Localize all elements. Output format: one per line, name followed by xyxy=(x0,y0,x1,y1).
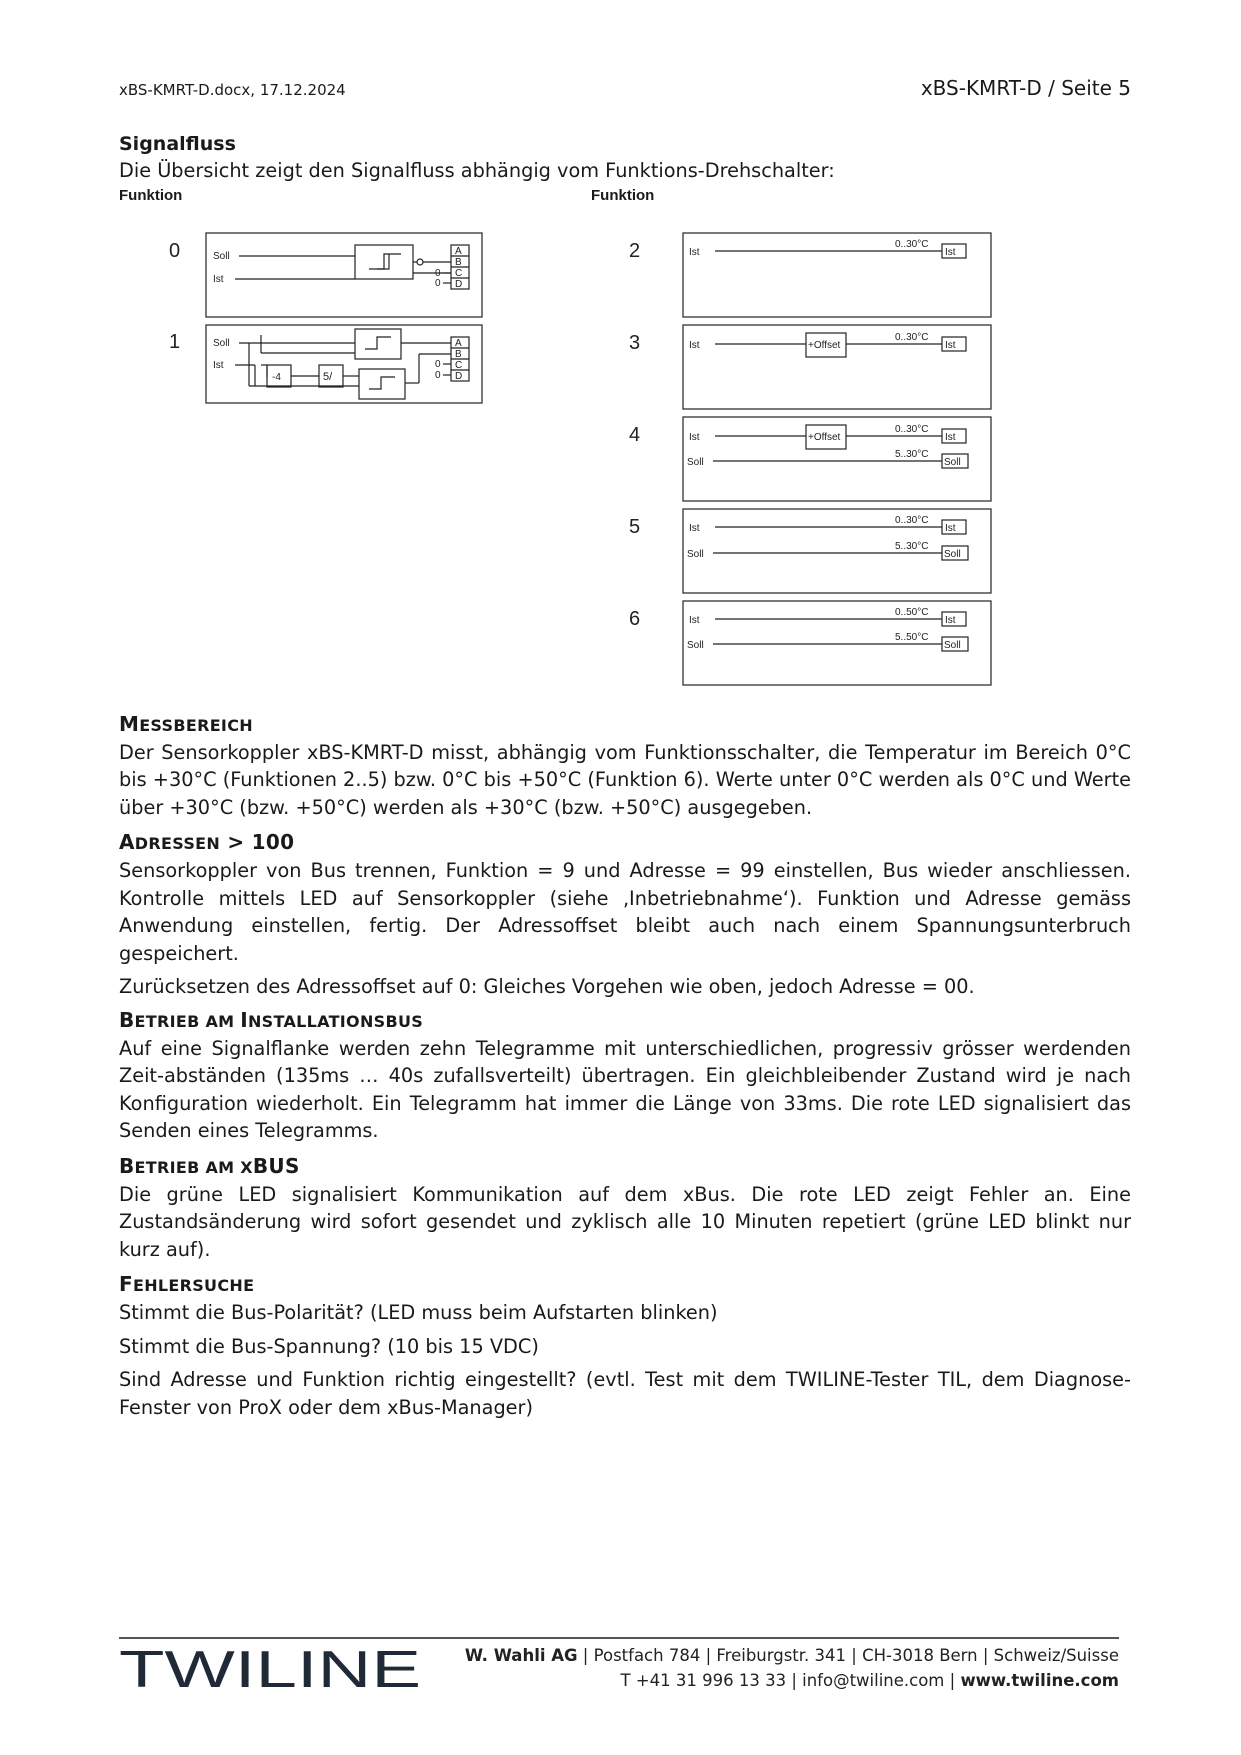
f0-ist-label: Ist xyxy=(213,273,224,285)
footer-contact: T +41 31 996 13 33 | info@twiline.com | www.twiline.com xyxy=(620,1671,1119,1690)
f3-number: 3 xyxy=(629,331,641,354)
f2-ist-label: Ist xyxy=(689,246,700,258)
f2-box xyxy=(683,233,991,317)
f6-range1: 0..50°C xyxy=(895,606,929,618)
f0-out-b: B xyxy=(455,256,462,268)
f5-out2: Soll xyxy=(944,548,961,560)
f0-out-d: D xyxy=(455,278,463,290)
f2-range: 0..30°C xyxy=(895,238,929,250)
xbus-text: Die grüne LED signalisiert Kommunikation auf dem xBus. Die rote LED zeigt Fehler an. Eine Zustandsänderung wird sofort gesendet und zyklisch alle 10 Minuten repetiert (grüne LED blinkt nur kurz auf). xyxy=(119,1182,1131,1261)
header-page-info: xBS-KMRT-D / Seite 5 xyxy=(920,76,1131,100)
signal-flow-diagrams xyxy=(119,187,1131,699)
f0-out-a: A xyxy=(455,245,462,257)
section-xbus xyxy=(119,1153,1131,1264)
section-title-signalfluss: Signalfluss xyxy=(119,133,236,155)
diagram-svg xyxy=(119,187,1131,699)
f3-out: Ist xyxy=(945,339,956,351)
section-title-fehlersuche: FEHLERSUCHE xyxy=(119,1272,255,1296)
funktion-label-left: Funktion xyxy=(119,186,183,204)
f6-number: 6 xyxy=(629,607,641,630)
f4-out1: Ist xyxy=(945,431,956,443)
f3-offset-label: +Offset xyxy=(808,339,841,351)
f0-zero-d: 0 xyxy=(435,277,441,289)
f1-soll-label: Soll xyxy=(213,337,230,349)
f5-soll-label: Soll xyxy=(687,548,704,560)
f5-out1: Ist xyxy=(945,522,956,534)
f3-ist-label: Ist xyxy=(689,339,700,351)
f6-ist-label: Ist xyxy=(689,614,700,626)
footer-web-link[interactable]: www.twiline.com xyxy=(960,1671,1119,1690)
f4-offset-label: +Offset xyxy=(808,431,841,443)
f2-number: 2 xyxy=(629,239,641,262)
f2-out: Ist xyxy=(945,246,956,258)
f1-zero-c: 0 xyxy=(435,358,441,370)
f5-range1: 0..30°C xyxy=(895,514,929,526)
f6-out1: Ist xyxy=(945,614,956,626)
f3-range: 0..30°C xyxy=(895,331,929,343)
footer-divider xyxy=(119,1637,1119,1639)
f0-number: 0 xyxy=(169,239,181,262)
f1-out-d: D xyxy=(455,370,463,382)
f5-ist-label: Ist xyxy=(689,522,700,534)
section-messbereich xyxy=(119,711,1131,822)
section-title-xbus: BETRIEB AM XBUS xyxy=(119,1153,300,1178)
f4-range1: 0..30°C xyxy=(895,423,929,435)
f5-number: 5 xyxy=(629,515,641,538)
f1-out-a: A xyxy=(455,337,462,349)
f4-number: 4 xyxy=(629,423,641,446)
f1-zero-d: 0 xyxy=(435,369,441,381)
signalfluss-intro: Die Übersicht zeigt den Signalfluss abhängig vom Funktions-Drehschalter: xyxy=(119,159,835,182)
fehlersuche-q3: Sind Adresse und Funktion richtig eingestellt? (evtl. Test mit dem TWILINE-Tester TIL, dem Diagnose-Fenster von ProX oder dem xBus-Manager) xyxy=(119,1368,1131,1419)
f4-out2: Soll xyxy=(944,456,961,468)
svg-text:TWILINE: TWILINE xyxy=(119,1641,421,1696)
twiline-logo xyxy=(117,1640,427,1696)
f3-box xyxy=(683,325,991,409)
section-fehlersuche xyxy=(119,1271,1131,1421)
f1-div-label: 5/ xyxy=(323,370,333,383)
f0-soll-label: Soll xyxy=(213,250,230,262)
f6-soll-label: Soll xyxy=(687,639,704,651)
section-title-messbereich: MESSBEREICH xyxy=(119,711,253,736)
f4-ist-label: Ist xyxy=(689,431,700,443)
f6-out2: Soll xyxy=(944,639,961,651)
f5-range2: 5..30°C xyxy=(895,540,929,552)
adressen-text-1: Sensorkoppler von Bus trennen, Funktion = 9 und Adresse = 99 einstellen, Bus wieder anschliessen. Kontrolle mittels LED auf Sensorkoppler (siehe ‚Inbetriebnahme‘). Funktion und Adresse gemäss Anwendung einstellen, fertig. Der Adressoffset bleibt auch nach einem Spannungsunterbruch gespeichert. xyxy=(119,859,1131,965)
f4-range2: 5..30°C xyxy=(895,448,929,460)
funktion-label-right: Funktion xyxy=(591,186,655,204)
f1-out-c: C xyxy=(455,359,463,371)
section-title-adressen: ADRESSEN > 100 xyxy=(119,830,295,854)
f1-out-b: B xyxy=(455,348,462,360)
f0-out-c: C xyxy=(455,267,463,279)
f1-ist-label: Ist xyxy=(213,359,224,371)
f1-box xyxy=(206,325,482,403)
f1-comparator-bottom xyxy=(359,369,405,399)
section-installationsbus xyxy=(119,1007,1131,1145)
fehlersuche-q2: Stimmt die Bus-Spannung? (10 bis 15 VDC) xyxy=(119,1334,539,1358)
header-file-info: xBS-KMRT-D.docx, 17.12.2024 xyxy=(119,81,346,99)
f0-zero-c: 0 xyxy=(435,267,441,279)
f4-soll-label: Soll xyxy=(687,456,704,468)
f1-neg-label: -4 xyxy=(272,371,281,383)
messbereich-text: Der Sensorkoppler xBS-KMRT-D misst, abhängig vom Funktionsschalter, die Temperatur im Bereich 0°C bis +30°C (Funktionen 2..5) bzw. 0°C bis +50°C (Funktion 6). Werte unter 0°C werden als 0°C und Werte über +30°C (bzw. +50°C) werden als +30°C (bzw. +50°C) ausgegeben. xyxy=(119,740,1131,819)
fehlersuche-q1: Stimmt die Bus-Polarität? (LED muss beim Aufstarten blinken) xyxy=(119,1301,718,1324)
section-adressen xyxy=(119,829,1131,1001)
f6-range2: 5..50°C xyxy=(895,631,929,643)
main-content xyxy=(119,132,1131,1421)
f1-number: 1 xyxy=(169,330,181,353)
installationsbus-text: Auf eine Signalflanke werden zehn Telegramme mit unterschiedlichen, progressiv grösser werdenden Zeit-abständen (135ms … 40s zufallsverteilt) übertragen. Ein gleichbleibender Zustand wird je nach Konfiguration wiederholt. Ein Telegramm hat immer die Länge von 33ms. Die rote LED signalisiert das Senden eines Telegramms. xyxy=(119,1036,1131,1142)
footer-address: W. Wahli AG | Postfach 784 | Freiburgstr. 341 | CH-3018 Bern | Schweiz/Suisse xyxy=(464,1646,1119,1665)
section-title-installationsbus: BETRIEB AM INSTALLATIONSBUS xyxy=(119,1007,424,1032)
adressen-text-2: Zurücksetzen des Adressoffset auf 0: Gleiches Vorgehen wie oben, jedoch Adresse = 00. xyxy=(119,975,975,998)
f0-box xyxy=(206,233,482,317)
f1-comparator-top xyxy=(355,329,401,359)
